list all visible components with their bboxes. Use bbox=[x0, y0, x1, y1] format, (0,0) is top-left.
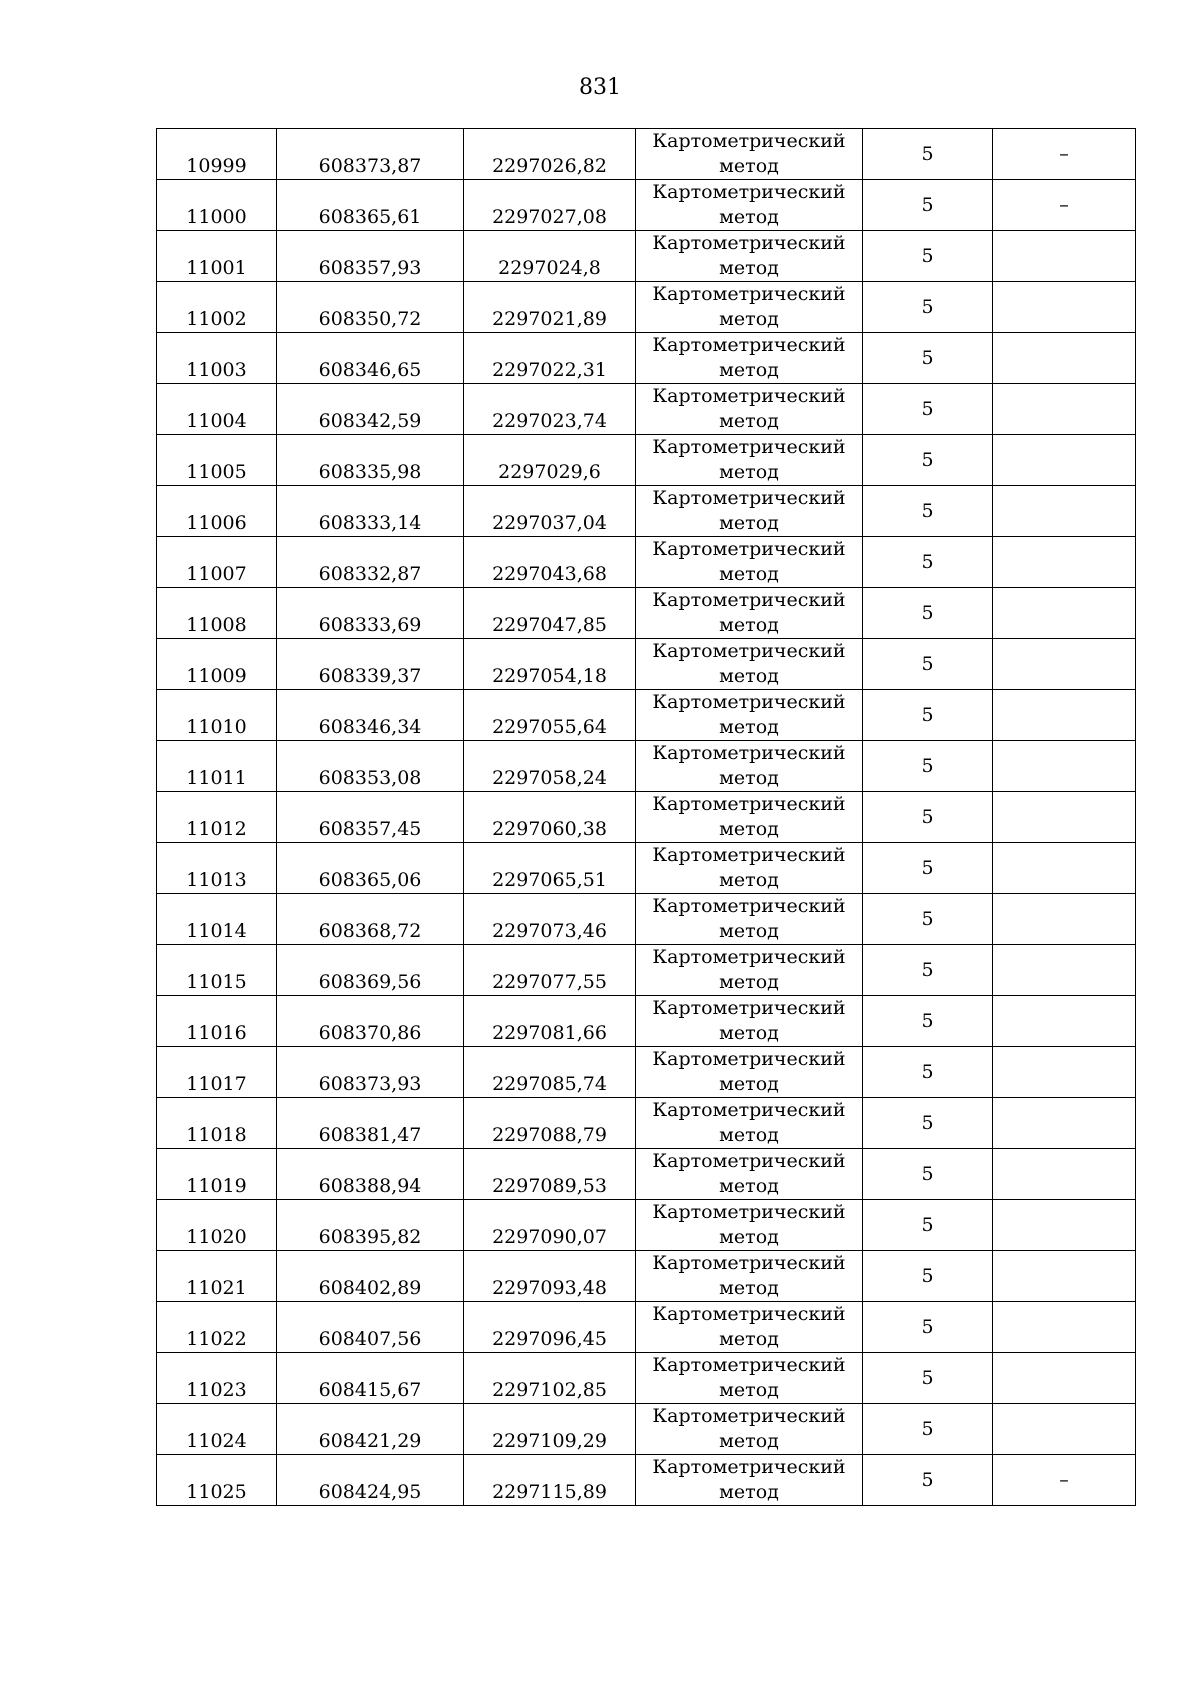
table-row bbox=[157, 843, 1136, 894]
x-coordinate-cell: 608424,95 bbox=[277, 1455, 464, 1506]
accuracy-cell: 5 bbox=[863, 894, 993, 945]
point-number-cell: 11021 bbox=[157, 1251, 277, 1302]
table-row bbox=[157, 180, 1136, 231]
note-cell bbox=[993, 282, 1136, 333]
table-row bbox=[157, 945, 1136, 996]
accuracy-cell: 5 bbox=[863, 588, 993, 639]
x-coordinate-cell: 608333,14 bbox=[277, 486, 464, 537]
method-cell: Картометрический метод bbox=[636, 741, 863, 792]
y-coordinate-cell: 2297089,53 bbox=[464, 1149, 636, 1200]
point-number-cell: 11005 bbox=[157, 435, 277, 486]
method-cell: Картометрический метод bbox=[636, 1149, 863, 1200]
point-number-cell: 11012 bbox=[157, 792, 277, 843]
note-cell bbox=[993, 486, 1136, 537]
point-number-cell: 11020 bbox=[157, 1200, 277, 1251]
note-cell bbox=[993, 588, 1136, 639]
y-coordinate-cell: 2297037,04 bbox=[464, 486, 636, 537]
coordinates-table-body bbox=[157, 129, 1136, 1506]
x-coordinate-cell: 608350,72 bbox=[277, 282, 464, 333]
method-cell: Картометрический метод bbox=[636, 1302, 863, 1353]
accuracy-cell: 5 bbox=[863, 486, 993, 537]
x-coordinate-cell: 608357,45 bbox=[277, 792, 464, 843]
accuracy-cell: 5 bbox=[863, 1098, 993, 1149]
x-coordinate-cell: 608339,37 bbox=[277, 639, 464, 690]
accuracy-cell: 5 bbox=[863, 129, 993, 180]
y-coordinate-cell: 2297102,85 bbox=[464, 1353, 636, 1404]
table-row bbox=[157, 690, 1136, 741]
table-row bbox=[157, 1149, 1136, 1200]
table-row bbox=[157, 1404, 1136, 1455]
table-row bbox=[157, 435, 1136, 486]
note-cell bbox=[993, 1353, 1136, 1404]
note-cell bbox=[993, 1251, 1136, 1302]
x-coordinate-cell: 608346,34 bbox=[277, 690, 464, 741]
y-coordinate-cell: 2297060,38 bbox=[464, 792, 636, 843]
y-coordinate-cell: 2297090,07 bbox=[464, 1200, 636, 1251]
method-cell: Картометрический метод bbox=[636, 180, 863, 231]
y-coordinate-cell: 2297088,79 bbox=[464, 1098, 636, 1149]
x-coordinate-cell: 608342,59 bbox=[277, 384, 464, 435]
x-coordinate-cell: 608368,72 bbox=[277, 894, 464, 945]
point-number-cell: 11001 bbox=[157, 231, 277, 282]
y-coordinate-cell: 2297077,55 bbox=[464, 945, 636, 996]
point-number-cell: 11013 bbox=[157, 843, 277, 894]
x-coordinate-cell: 608373,93 bbox=[277, 1047, 464, 1098]
x-coordinate-cell: 608357,93 bbox=[277, 231, 464, 282]
page-number: 831 bbox=[579, 75, 621, 100]
table-row bbox=[157, 1047, 1136, 1098]
method-cell: Картометрический метод bbox=[636, 231, 863, 282]
table-row bbox=[157, 1353, 1136, 1404]
x-coordinate-cell: 608369,56 bbox=[277, 945, 464, 996]
note-cell bbox=[993, 843, 1136, 894]
x-coordinate-cell: 608335,98 bbox=[277, 435, 464, 486]
table-row bbox=[157, 996, 1136, 1047]
x-coordinate-cell: 608346,65 bbox=[277, 333, 464, 384]
accuracy-cell: 5 bbox=[863, 1353, 993, 1404]
x-coordinate-cell: 608353,08 bbox=[277, 741, 464, 792]
x-coordinate-cell: 608333,69 bbox=[277, 588, 464, 639]
point-number-cell: 11010 bbox=[157, 690, 277, 741]
x-coordinate-cell: 608365,06 bbox=[277, 843, 464, 894]
x-coordinate-cell: 608421,29 bbox=[277, 1404, 464, 1455]
method-cell: Картометрический метод bbox=[636, 1098, 863, 1149]
y-coordinate-cell: 2297109,29 bbox=[464, 1404, 636, 1455]
accuracy-cell: 5 bbox=[863, 384, 993, 435]
accuracy-cell: 5 bbox=[863, 537, 993, 588]
note-cell bbox=[993, 435, 1136, 486]
note-cell bbox=[993, 945, 1136, 996]
x-coordinate-cell: 608395,82 bbox=[277, 1200, 464, 1251]
accuracy-cell: 5 bbox=[863, 639, 993, 690]
table-row bbox=[157, 282, 1136, 333]
table-row bbox=[157, 384, 1136, 435]
y-coordinate-cell: 2297055,64 bbox=[464, 690, 636, 741]
note-cell bbox=[993, 1047, 1136, 1098]
method-cell: Картометрический метод bbox=[636, 486, 863, 537]
note-cell bbox=[993, 1200, 1136, 1251]
y-coordinate-cell: 2297047,85 bbox=[464, 588, 636, 639]
y-coordinate-cell: 2297115,89 bbox=[464, 1455, 636, 1506]
note-cell: – bbox=[993, 180, 1136, 231]
point-number-cell: 11025 bbox=[157, 1455, 277, 1506]
x-coordinate-cell: 608402,89 bbox=[277, 1251, 464, 1302]
method-cell: Картометрический метод bbox=[636, 690, 863, 741]
note-cell bbox=[993, 894, 1136, 945]
note-cell bbox=[993, 1404, 1136, 1455]
point-number-cell: 11007 bbox=[157, 537, 277, 588]
y-coordinate-cell: 2297081,66 bbox=[464, 996, 636, 1047]
note-cell bbox=[993, 537, 1136, 588]
table-row bbox=[157, 129, 1136, 180]
accuracy-cell: 5 bbox=[863, 1455, 993, 1506]
accuracy-cell: 5 bbox=[863, 945, 993, 996]
method-cell: Картометрический метод bbox=[636, 435, 863, 486]
method-cell: Картометрический метод bbox=[636, 996, 863, 1047]
note-cell: – bbox=[993, 1455, 1136, 1506]
method-cell: Картометрический метод bbox=[636, 1455, 863, 1506]
note-cell bbox=[993, 690, 1136, 741]
point-number-cell: 11017 bbox=[157, 1047, 277, 1098]
y-coordinate-cell: 2297021,89 bbox=[464, 282, 636, 333]
note-cell bbox=[993, 1302, 1136, 1353]
note-cell bbox=[993, 1149, 1136, 1200]
point-number-cell: 11014 bbox=[157, 894, 277, 945]
method-cell: Картометрический метод bbox=[636, 537, 863, 588]
accuracy-cell: 5 bbox=[863, 843, 993, 894]
method-cell: Картометрический метод bbox=[636, 1404, 863, 1455]
table-row bbox=[157, 333, 1136, 384]
point-number-cell: 11018 bbox=[157, 1098, 277, 1149]
method-cell: Картометрический метод bbox=[636, 1047, 863, 1098]
point-number-cell: 11024 bbox=[157, 1404, 277, 1455]
point-number-cell: 11004 bbox=[157, 384, 277, 435]
point-number-cell: 11009 bbox=[157, 639, 277, 690]
method-cell: Картометрический метод bbox=[636, 1200, 863, 1251]
accuracy-cell: 5 bbox=[863, 231, 993, 282]
coordinates-table bbox=[156, 128, 1136, 1506]
table-row bbox=[157, 1455, 1136, 1506]
point-number-cell: 11000 bbox=[157, 180, 277, 231]
method-cell: Картометрический метод bbox=[636, 843, 863, 894]
accuracy-cell: 5 bbox=[863, 792, 993, 843]
note-cell bbox=[993, 384, 1136, 435]
y-coordinate-cell: 2297043,68 bbox=[464, 537, 636, 588]
table-row bbox=[157, 1200, 1136, 1251]
x-coordinate-cell: 608370,86 bbox=[277, 996, 464, 1047]
y-coordinate-cell: 2297058,24 bbox=[464, 741, 636, 792]
accuracy-cell: 5 bbox=[863, 1302, 993, 1353]
table-row bbox=[157, 1302, 1136, 1353]
accuracy-cell: 5 bbox=[863, 435, 993, 486]
accuracy-cell: 5 bbox=[863, 1404, 993, 1455]
accuracy-cell: 5 bbox=[863, 282, 993, 333]
accuracy-cell: 5 bbox=[863, 690, 993, 741]
x-coordinate-cell: 608388,94 bbox=[277, 1149, 464, 1200]
table-row bbox=[157, 894, 1136, 945]
method-cell: Картометрический метод bbox=[636, 894, 863, 945]
accuracy-cell: 5 bbox=[863, 1047, 993, 1098]
method-cell: Картометрический метод bbox=[636, 282, 863, 333]
note-cell: – bbox=[993, 129, 1136, 180]
x-coordinate-cell: 608381,47 bbox=[277, 1098, 464, 1149]
method-cell: Картометрический метод bbox=[636, 1353, 863, 1404]
y-coordinate-cell: 2297085,74 bbox=[464, 1047, 636, 1098]
accuracy-cell: 5 bbox=[863, 996, 993, 1047]
accuracy-cell: 5 bbox=[863, 1251, 993, 1302]
method-cell: Картометрический метод bbox=[636, 639, 863, 690]
x-coordinate-cell: 608415,67 bbox=[277, 1353, 464, 1404]
x-coordinate-cell: 608365,61 bbox=[277, 180, 464, 231]
point-number-cell: 11008 bbox=[157, 588, 277, 639]
point-number-cell: 11006 bbox=[157, 486, 277, 537]
point-number-cell: 11011 bbox=[157, 741, 277, 792]
note-cell bbox=[993, 996, 1136, 1047]
point-number-cell: 11019 bbox=[157, 1149, 277, 1200]
note-cell bbox=[993, 231, 1136, 282]
y-coordinate-cell: 2297023,74 bbox=[464, 384, 636, 435]
y-coordinate-cell: 2297073,46 bbox=[464, 894, 636, 945]
x-coordinate-cell: 608407,56 bbox=[277, 1302, 464, 1353]
y-coordinate-cell: 2297029,6 bbox=[464, 435, 636, 486]
method-cell: Картометрический метод bbox=[636, 588, 863, 639]
method-cell: Картометрический метод bbox=[636, 792, 863, 843]
point-number-cell: 11016 bbox=[157, 996, 277, 1047]
table-row bbox=[157, 1251, 1136, 1302]
point-number-cell: 11022 bbox=[157, 1302, 277, 1353]
table-row bbox=[157, 741, 1136, 792]
accuracy-cell: 5 bbox=[863, 180, 993, 231]
point-number-cell: 11023 bbox=[157, 1353, 277, 1404]
point-number-cell: 11002 bbox=[157, 282, 277, 333]
table-row bbox=[157, 639, 1136, 690]
point-number-cell: 11003 bbox=[157, 333, 277, 384]
y-coordinate-cell: 2297054,18 bbox=[464, 639, 636, 690]
point-number-cell: 11015 bbox=[157, 945, 277, 996]
table-row bbox=[157, 486, 1136, 537]
note-cell bbox=[993, 639, 1136, 690]
y-coordinate-cell: 2297026,82 bbox=[464, 129, 636, 180]
x-coordinate-cell: 608373,87 bbox=[277, 129, 464, 180]
y-coordinate-cell: 2297065,51 bbox=[464, 843, 636, 894]
y-coordinate-cell: 2297024,8 bbox=[464, 231, 636, 282]
note-cell bbox=[993, 792, 1136, 843]
note-cell bbox=[993, 1098, 1136, 1149]
accuracy-cell: 5 bbox=[863, 1200, 993, 1251]
table-row bbox=[157, 792, 1136, 843]
accuracy-cell: 5 bbox=[863, 741, 993, 792]
y-coordinate-cell: 2297096,45 bbox=[464, 1302, 636, 1353]
accuracy-cell: 5 bbox=[863, 333, 993, 384]
x-coordinate-cell: 608332,87 bbox=[277, 537, 464, 588]
y-coordinate-cell: 2297093,48 bbox=[464, 1251, 636, 1302]
method-cell: Картометрический метод bbox=[636, 945, 863, 996]
note-cell bbox=[993, 741, 1136, 792]
y-coordinate-cell: 2297022,31 bbox=[464, 333, 636, 384]
table-row bbox=[157, 588, 1136, 639]
table-row bbox=[157, 231, 1136, 282]
method-cell: Картометрический метод bbox=[636, 1251, 863, 1302]
method-cell: Картометрический метод bbox=[636, 384, 863, 435]
method-cell: Картометрический метод bbox=[636, 333, 863, 384]
note-cell bbox=[993, 333, 1136, 384]
table-row bbox=[157, 1098, 1136, 1149]
y-coordinate-cell: 2297027,08 bbox=[464, 180, 636, 231]
point-number-cell: 10999 bbox=[157, 129, 277, 180]
method-cell: Картометрический метод bbox=[636, 129, 863, 180]
table-row bbox=[157, 537, 1136, 588]
accuracy-cell: 5 bbox=[863, 1149, 993, 1200]
